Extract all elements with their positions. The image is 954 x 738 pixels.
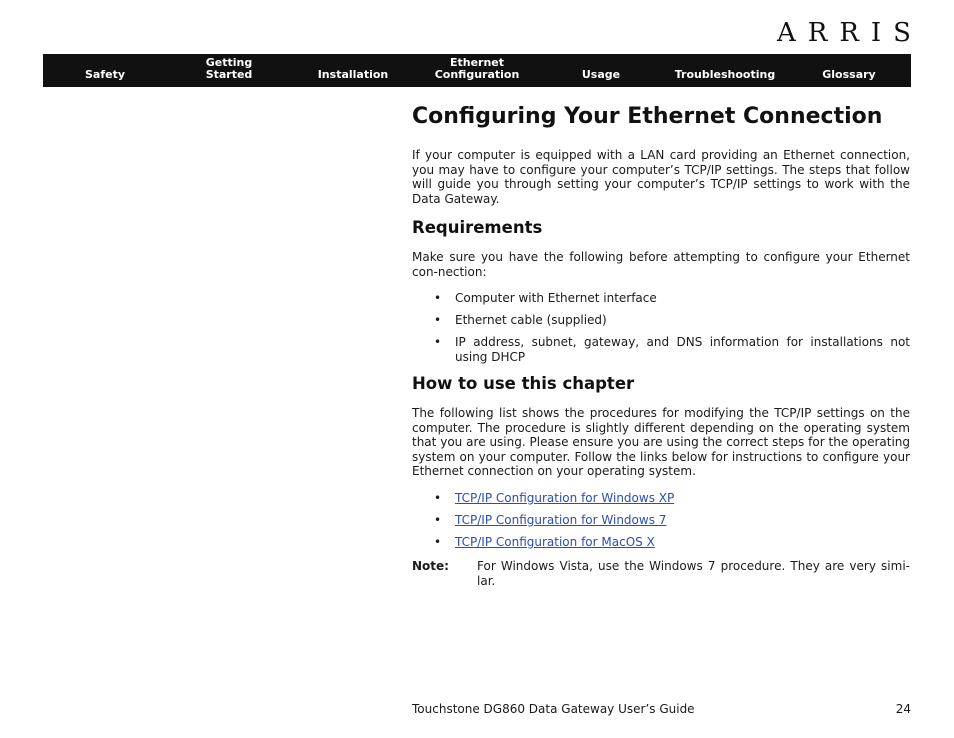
nav-item-usage[interactable]: [539, 54, 663, 87]
nav-item-label: Glossary: [822, 68, 876, 81]
list-item: • IP address, subnet, gateway, and DNS information for installations not using DHCP: [412, 335, 910, 364]
nav-item-getting-started[interactable]: [167, 54, 291, 87]
list-item: [412, 513, 910, 528]
nav-item-troubleshooting[interactable]: [663, 54, 787, 87]
list-item: • Computer with Ethernet interface: [412, 291, 910, 306]
link-windows-7[interactable]: TCP/IP Configuration for Windows 7: [455, 512, 667, 527]
nav-item-safety[interactable]: [43, 54, 167, 87]
intro-paragraph: If your computer is equipped with a LAN card providing an Ethernet connection, you may have to configure your computer’s TCP/IP settings. The steps that follow will guide you through setting your computer’s TCP/IP settings to work with the Data Gateway.: [412, 148, 910, 206]
nav-item-ethernet-configuration[interactable]: [415, 54, 539, 87]
requirements-text: Make sure you have the following before attempting to configure your Ethernet con-nection:: [412, 250, 910, 279]
requirements-heading: Requirements: [412, 218, 543, 237]
arris-logo: ARRIS: [776, 18, 923, 48]
list-item: • Ethernet cable (supplied): [412, 313, 910, 328]
note-text: For Windows Vista, use the Windows 7 procedure. They are very simi-lar.: [477, 559, 910, 588]
top-navigation: [43, 54, 911, 87]
nav-item-label: Safety: [84, 68, 126, 81]
howto-text: The following list shows the procedures for modifying the TCP/IP settings on the computer. The procedure is slightly different depending on the operating system that you are using. Please ensure you are using the correct steps for the operating system on your computer. Follow the links below for instructions to configure your Ethernet connection on your operating system.: [412, 406, 910, 478]
link-macos-x[interactable]: TCP/IP Configuration for MacOS X: [455, 534, 655, 549]
page-number: 24: [895, 702, 911, 716]
page-title: Configuring Your Ethernet Connection: [412, 104, 883, 129]
list-item: [412, 535, 910, 550]
link-windows-xp[interactable]: TCP/IP Configuration for Windows XP: [455, 490, 675, 505]
nav-item-label-line1: Ethernet: [449, 56, 505, 69]
nav-item-label: Started: [205, 68, 253, 81]
list-item: [412, 491, 910, 506]
nav-item-label: Configuration: [434, 68, 520, 81]
nav-item-label: Installation: [317, 68, 389, 81]
howto-heading: How to use this chapter: [412, 374, 635, 393]
main-content: [412, 100, 910, 588]
procedure-links-list: [412, 491, 910, 550]
nav-item-label: Usage: [581, 68, 621, 81]
note-block: [412, 559, 910, 588]
nav-item-label-line1: Getting: [205, 56, 253, 69]
footer-guide-title: Touchstone DG860 Data Gateway User’s Guide: [412, 702, 695, 716]
nav-item-installation[interactable]: [291, 54, 415, 87]
nav-item-label: Troubleshooting: [674, 68, 776, 81]
note-label: Note:: [412, 559, 449, 573]
nav-item-glossary[interactable]: [787, 54, 911, 87]
requirements-list: [412, 291, 910, 364]
